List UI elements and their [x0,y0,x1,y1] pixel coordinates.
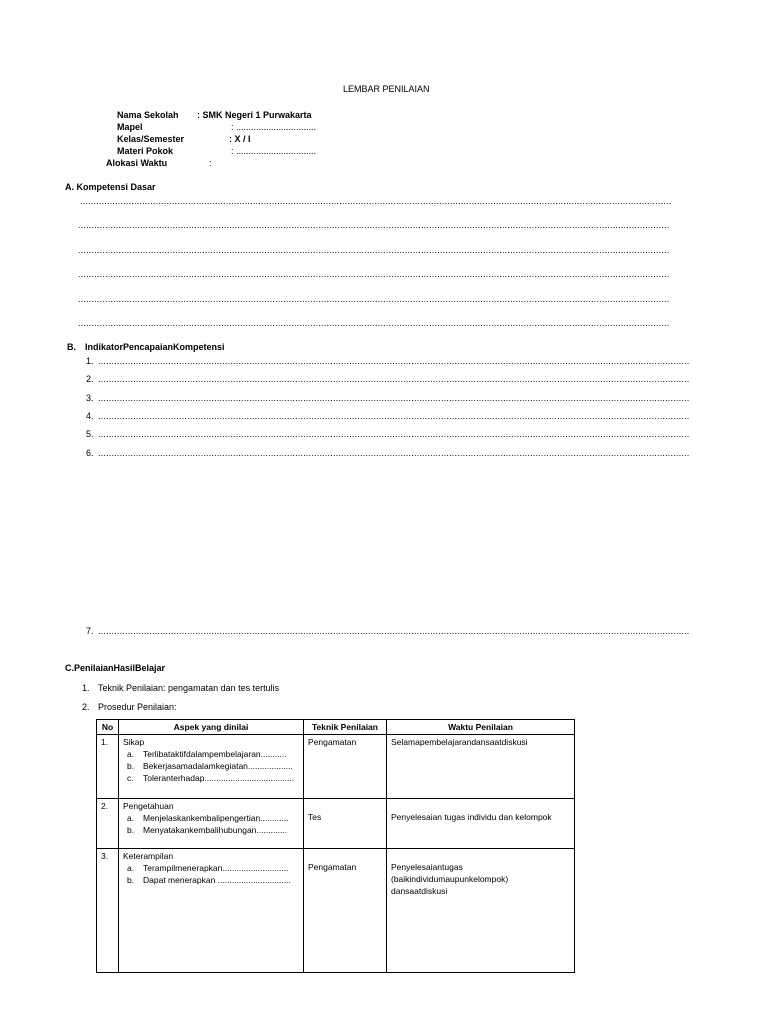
row-number: 3. [97,849,119,973]
school-name-label: Nama Sekolah [117,110,179,120]
technique-cell: Pengamatan [304,735,387,799]
aspect-subitem: b. Dapat menerapkan ............................... [127,875,291,885]
kd-dotted-line: ........................................................................................................................................................................................................................... [80,196,672,206]
time-text: Penyelesaiantugas (baikindividumaupunkelompok) dansaatdiskusi [391,862,509,896]
section-a-heading: A. Kompetensi Dasar [65,182,156,192]
indicator-dotted-line: ........................................................................................................................................................................................................................... [98,356,690,366]
header-time: Waktu Penilaian [387,720,575,735]
time-cell: Selamapembelajarandansaatdiskusi [387,735,575,799]
class-semester-value: : X / I [229,134,251,144]
table-row [97,799,575,849]
indicator-dotted-line: ........................................................................................................................................................................................................................... [98,393,690,403]
topic-label: Materi Pokok [117,146,174,156]
aspect-subitem: b. Menyatakankembalihubungan............. [127,825,288,835]
section-c-heading: C.PenilaianHasilBelajar [65,663,166,673]
indicator-dotted-line: ........................................................................................................................................................................................................................... [98,411,690,421]
indicator-number: 1. [86,356,94,366]
aspect-subitem: a. Menjelaskankembalipengertian............ [127,813,289,823]
aspect-subitem: a. Terampilmenerapkan............................ [127,863,289,873]
indicator-dotted-line: ........................................................................................................................................................................................................................... [98,374,690,384]
aspect-cell [119,735,304,799]
indicator-number: 5. [86,429,94,439]
kd-dotted-line: ........................................................................................................................................................................................................................... [78,318,670,328]
aspect-title: Keterampilan [123,851,174,861]
header-no: No [97,720,119,735]
technique-text: Pengamatan [308,862,357,872]
indicator-dotted-line: ........................................................................................................................................................................................................................... [98,448,690,458]
kd-dotted-line: ........................................................................................................................................................................................................................... [78,294,670,304]
time-cell [387,849,575,973]
page-title: LEMBAR PENILAIAN [343,84,430,94]
aspect-subitem: c. Toleranterhadap...................................... [127,773,295,783]
indicator-number: 3. [86,393,94,403]
section-b-marker: B. [67,342,76,352]
table-row [97,735,575,799]
indicator-dotted-line: ........................................................................................................................................................................................................................... [98,626,690,636]
school-name-value: : SMK Negeri 1 Purwakarta [197,110,312,120]
section-b-heading: IndikatorPencapaianKompetensi [85,342,225,352]
indicator-number: 7. [86,626,94,636]
table-header-row [97,720,575,735]
technique-text: Tes [308,812,322,822]
topic-value: : ................................ [231,146,317,156]
time-cell [387,799,575,849]
indicator-number: 4. [86,411,94,421]
header-aspect: Aspek yang dinilai [119,720,304,735]
time-allocation-label: Alokasi Waktu [106,158,168,168]
indicator-number: 6. [86,448,94,458]
header-technique: Teknik Penilaian [304,720,387,735]
aspect-title: Sikap [123,737,145,747]
time-text: Penyelesaian tugas individu dan kelompok [391,812,552,822]
kd-dotted-line: ........................................................................................................................................................................................................................... [78,269,670,279]
indicator-dotted-line: ........................................................................................................................................................................................................................... [98,429,690,439]
aspect-title: Pengetahuan [123,801,174,811]
time-allocation-value: : [209,158,212,168]
row-number: 1. [97,735,119,799]
row-number: 2. [97,799,119,849]
table-row [97,849,575,973]
subject-value: : ................................ [231,122,317,132]
procedure-number: 2. [82,702,90,712]
technique-cell [304,799,387,849]
kd-dotted-line: ........................................................................................................................................................................................................................... [78,245,670,255]
indicator-number: 2. [86,374,94,384]
aspect-cell [119,799,304,849]
assessment-procedure-text: Prosedur Penilaian: [98,702,177,712]
aspect-subitem: b. Bekerjasamadalamkegiatan................... [127,761,293,771]
technique-cell [304,849,387,973]
assessment-technique-text: Teknik Penilaian: pengamatan dan tes tertulis [98,683,280,693]
procedure-number: 1. [82,683,90,693]
aspect-cell [119,849,304,973]
kd-dotted-line: ........................................................................................................................................................................................................................... [78,220,670,230]
assessment-table [96,719,575,973]
aspect-subitem: a. Terlibataktifdalampembelajaran........... [127,749,287,759]
class-semester-label: Kelas/Semester [117,134,185,144]
subject-label: Mapel [117,122,143,132]
